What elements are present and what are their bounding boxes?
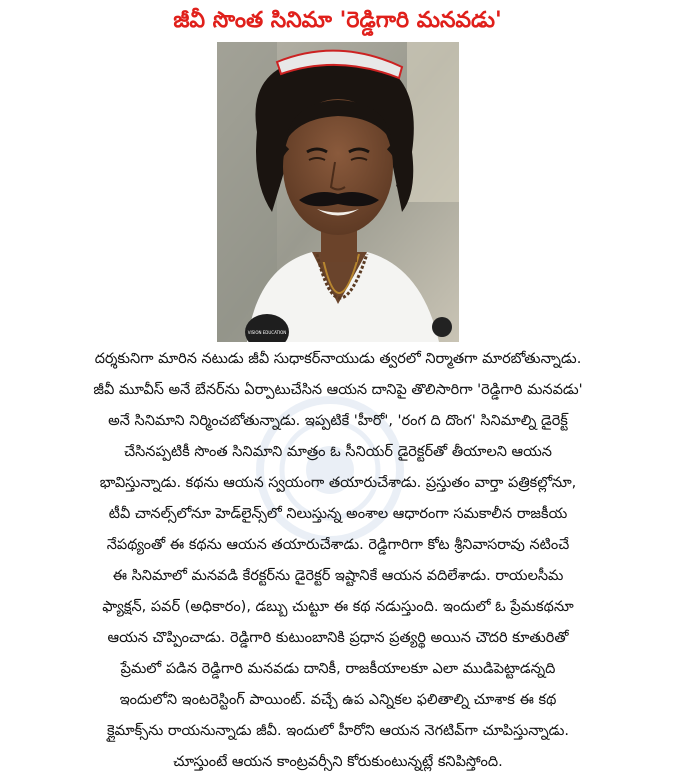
article-line: చేసినప్పటికీ సొంత సినిమాని మాత్రం ఓ సీనియర్ డైరెక్టర్‌తో తీయాలని ఆయన <box>124 444 552 460</box>
article-body <box>18 344 658 778</box>
article-line: ప్రేమలో పడిన రెడ్డిగారి మనవడు దానికీ, రాజకీయాలకూ ఎలా ముడిపెట్టాడన్నది <box>120 661 556 677</box>
article-line: జీవీ మూవీస్ అనే బేనర్‌ను ఏర్పాటుచేసిన ఆయన దానిపై తొలిసారిగా 'రెడ్డిగారి మనవడు' <box>93 382 583 398</box>
shirt-print-text: VISION EDUCATION <box>247 330 287 335</box>
article-line: ఫ్యాక్షన్, పవర్ (అధికారం), డబ్బు చుట్టూ ఈ కథ నడుస్తుంది. ఇందులో ఓ ప్రేమకథనూ <box>102 599 574 615</box>
article-line: ఈ సినిమాలో మనవడి కేరక్టర్‌ను డైరెక్టర్ ఇష్టానికే ఆయన వదిలేశాడు. రాయలసీమ <box>112 568 564 584</box>
article-line: క్లైమాక్స్‌ను రాయనున్నాడు జీవీ. ఇందులో హీరోని ఆయన నెగటివ్‌గా చూపిస్తున్నాడు. <box>107 723 569 739</box>
article-line: భావిస్తున్నాడు. కథను ఆయన స్వయంగా తయారుచేశాడు. ప్రస్తుతం వార్తా పత్రికల్లోనూ, <box>99 475 577 491</box>
article-line: ఆయన చొప్పించాడు. రెడ్డిగారి కుటుంబానికి ప్రధాన ప్రత్యర్థి అయిన చౌదరి కూతురితో <box>107 630 569 646</box>
article-line: నేపథ్యంతో ఈ కథను ఆయన తయారుచేశాడు. రెడ్డిగారిగా కోట శ్రీనివాసరావు నటించే <box>106 537 570 553</box>
article-line: అనే సినిమాని నిర్మించబోతున్నాడు. ఇప్పటికే 'హీరో', 'రంగ ది దొంగ' సినిమాల్ని డైరెక్ట్ <box>108 413 568 429</box>
article-headline: జీవీ సొంత సినిమా 'రెడ్డిగారి మనవడు' <box>173 8 502 33</box>
article-line: టీవీ చానల్స్‌లోనూ హెడ్‌లైన్స్‌లో నిలుస్తున్న అంశాల ఆధారంగా సమకాలీన రాజకీయ <box>108 506 568 522</box>
article-line: చూస్తుంటే ఆయన కాంట్రవర్సీని కోరుకుంటున్నట్లే కనిపిస్తోంది. <box>173 754 503 770</box>
portrait-illustration <box>217 42 459 342</box>
portrait-photo <box>217 42 459 342</box>
article-line: దర్శకునిగా మారిన నటుడు జీవీ సుధాకర్‌నాయుడు త్వరలో నిర్మాతగా మారబోతున్నాడు. <box>94 351 582 367</box>
article-line: ఇందులోని ఇంటరెస్టింగ్ పాయింట్. వచ్చే ఉప ఎన్నికల ఫలితాల్ని చూశాక ఈ కథ <box>119 692 557 708</box>
